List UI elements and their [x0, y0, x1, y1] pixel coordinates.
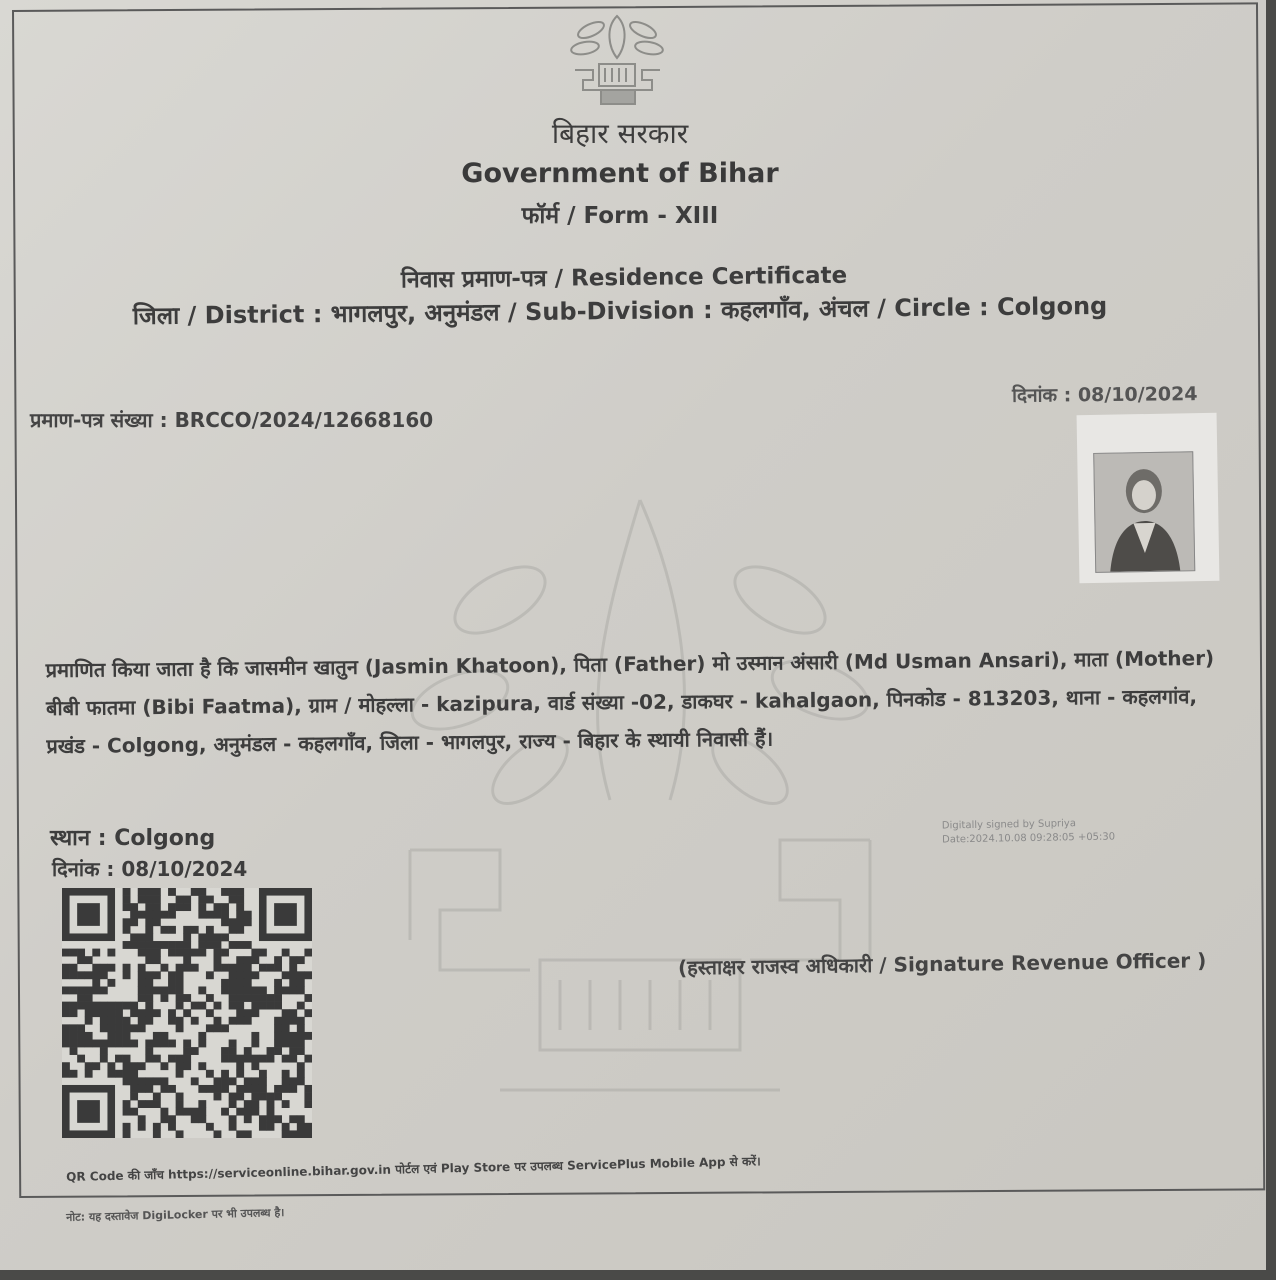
applicant-photo	[1077, 413, 1220, 583]
issue-date: दिनांक : 08/10/2024	[52, 857, 248, 881]
photo-icon	[1093, 451, 1195, 573]
footer-digilocker-note: नोट: यह दस्तावेज DigiLocker पर भी उपलब्ध है।	[66, 1206, 285, 1224]
digital-signature	[942, 816, 1115, 847]
title-english: Government of Bihar	[461, 158, 779, 189]
issue-place: स्थान : Colgong	[50, 826, 216, 851]
issue-date-top: दिनांक : 08/10/2024	[1011, 383, 1198, 407]
title-hindi: बिहार सरकार	[551, 117, 689, 150]
digital-signature-line1: Digitally signed by Supriya	[941, 818, 1077, 832]
signature-caption: (हस्ताक्षर राजस्व अधिकारी / Signature Revenue Officer )	[677, 948, 1207, 980]
district-line: जिला / District : भागलपुर, अनुमंडल / Sub-Division : कहलगाँव, अंचल / Circle : Colgong	[132, 291, 1108, 331]
qr-code-icon[interactable]	[62, 888, 312, 1138]
form-number: फॉर्म / Form - XIII	[521, 203, 719, 229]
footer-qr-note: QR Code की जाँच https://serviceonline.bihar.gov.in पोर्टल एवं Play Store पर उपलब्ध ServicePlus Mobile App से करें।	[66, 1154, 761, 1184]
certificate-number: प्रमाण-पत्र संख्या : BRCCO/2024/12668160	[30, 408, 434, 432]
bihar-emblem-icon	[565, 8, 670, 110]
certificate-title: निवास प्रमाण-पत्र / Residence Certificate	[400, 262, 848, 294]
watermark-emblem-icon	[380, 440, 900, 1160]
certificate-body: प्रमाणित किया जाता है कि जासमीन खातुन (Jasmin Khatoon), पिता (Father) मो उस्मान अंसारी (Md Usman Ansari), माता (Mother) बीबी फातमा (Bibi Faatma), ग्राम / मोहल्ला - kazipura, वार्ड संख्या -02, डाकघर - kahalgaon, पिनकोड - 813203, थाना - कहलगांव, प्रखंड - Colgong, अनुमंडल - कहलगाँव, जिला - भागलपुर, राज्य - बिहार के स्थायी निवासी हैं।	[45, 645, 1215, 759]
digital-signature-line2: Date:2024.10.08 09:28:05 +05:30	[942, 831, 1116, 846]
